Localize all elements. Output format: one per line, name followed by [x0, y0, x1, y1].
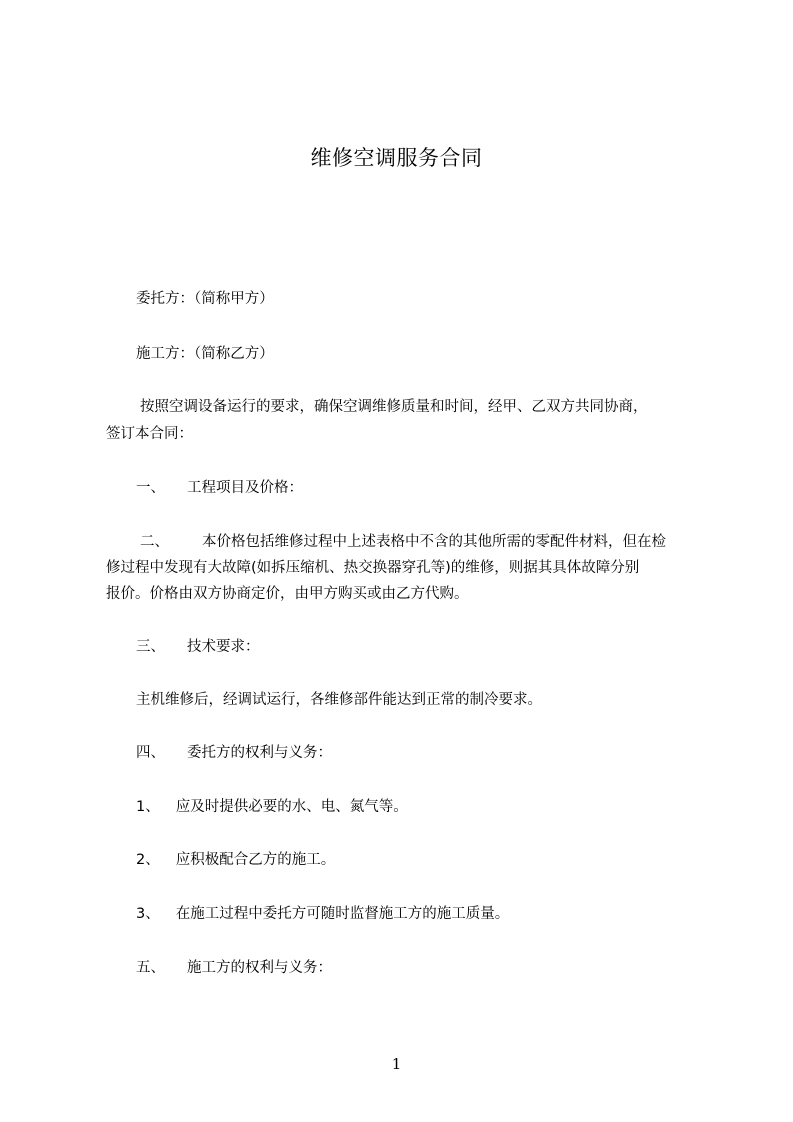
list-item: [136, 904, 509, 925]
page-number: 1: [391, 1055, 402, 1073]
section-2-line-1: [140, 532, 666, 553]
list-item-text: 应积极配合乙方的施工。: [175, 852, 336, 868]
section-5-number: 五、: [136, 960, 165, 976]
list-item-text: 在施工过程中委托方可随时监督施工方的施工质量。: [175, 906, 510, 922]
section-1-heading: [136, 478, 303, 499]
list-item-number: 3、: [136, 906, 160, 922]
list-item-number: 2、: [136, 852, 160, 868]
section-5-text: 施工方的权利与义务：: [187, 960, 332, 976]
client-line: 委托方：（简称甲方）: [136, 291, 274, 307]
section-2-line-2: 修过程中发现有大故障(如拆压缩机、热交换器穿孔等)的维修，则据其具体故障分别: [106, 560, 640, 576]
section-2-line-3: 报价。价格由双方协商定价，由甲方购买或由乙方代购。: [106, 586, 469, 602]
intro-line-2: 签订本合同：: [106, 426, 193, 442]
list-item: [136, 797, 408, 818]
list-item-number: 1、: [136, 799, 160, 815]
list-item-text: 应及时提供必要的水、电、氮气等。: [175, 799, 408, 815]
section-2-text-1: 本价格包括维修过程中上述表格中不含的其他所需的零配件材料，但在检: [202, 534, 666, 550]
section-4-number: 四、: [136, 745, 165, 761]
section-4-heading: [136, 743, 332, 764]
section-2-number: 二、: [140, 534, 169, 550]
contractor-line: 施工方：（简称乙方）: [136, 346, 274, 362]
section-3-heading: [136, 637, 260, 658]
section-1-text: 工程项目及价格：: [187, 480, 303, 496]
section-4-text: 委托方的权利与义务：: [187, 745, 332, 761]
document-title: 维修空调服务合同: [310, 146, 483, 170]
list-item: [136, 850, 335, 871]
intro-line-1: 按照空调设备运行的要求，确保空调维修质量和时间，经甲、乙双方共同协商，: [140, 399, 648, 415]
section-1-number: 一、: [136, 480, 165, 496]
section-3-text: 技术要求：: [187, 639, 260, 655]
section-3-number: 三、: [136, 639, 165, 655]
section-3-body: 主机维修后，经调试运行，各维修部件能达到正常的制冷要求。: [136, 692, 542, 708]
section-5-heading: [136, 958, 332, 979]
